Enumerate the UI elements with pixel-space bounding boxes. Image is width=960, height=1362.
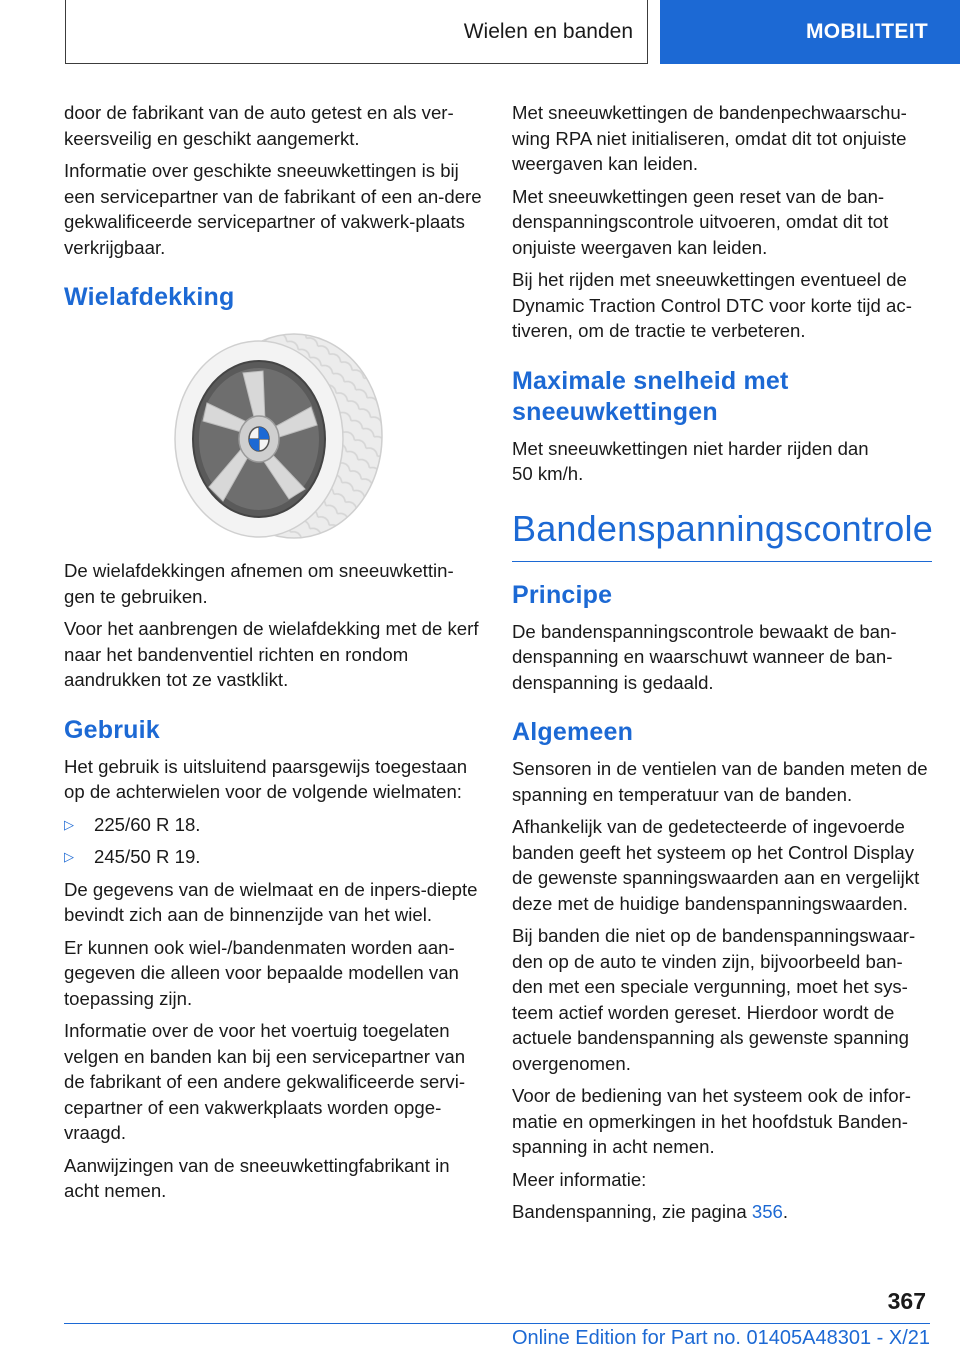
paragraph: Voor het aanbrengen de wielafdekking met de kerf naar het bandenventiel richten en rondom aandrukken tot ze vastklikt. [64,618,479,690]
paragraph: Informatie over de voor het voertuig toegelaten velgen en banden kan bij een servicepartner van de fabrikant of een andere gekwalificeerde servi-cepartner of een vakwerkplaats worden opge-vraagd. [64,1020,466,1143]
speed-value: 50 km/h. [512,463,584,484]
heading-wielafdekking: Wielafdekking [64,283,235,311]
edition-footer: Online Edition for Part no. 01405A48301 - X/21 [511,1327,930,1349]
speed-text: Met sneeuwkettingen niet harder rijden dan [512,437,869,459]
heading-algemeen: Algemeen [512,718,634,746]
paragraph: De bandenspanningscontrole bewaakt de ban-denspanning en waarschuwt wanneer de ban-denspanning is gedaald. [512,620,897,693]
reference-suffix: . [782,1201,789,1222]
left-column [64,100,484,1211]
list-item-text: 225/60 R 18. [94,813,201,835]
paragraph [512,436,932,487]
section-header [65,0,648,64]
wheel-with-cover-illustration-icon [159,329,389,544]
triangle-bullet-icon: ▷ [64,816,74,832]
paragraph: Met sneeuwkettingen de bandenpechwaarschu-wing RPA niet initialiseren, omdat dit tot onjuiste weergaven kan leiden. [512,102,907,174]
paragraph: Met sneeuwkettingen geen reset van de ban-denspanningscontrole uitvoeren, omdat dit tot onjuiste weergaven kan leiden. [512,185,889,258]
right-column [512,100,932,1232]
paragraph: Voor de bediening van het systeem ook de infor-matie en opmerkingen in het hoofdstuk Banden-spanning in acht nemen. [512,1085,911,1157]
paragraph [512,1199,932,1225]
wheel-size-list [64,812,484,870]
paragraph: Sensoren in de ventielen van de banden meten de spanning en temperatuur van de banden. [512,758,928,805]
wheel-cover-figure [64,329,484,544]
reference-text: Bandenspanning, zie pagina [512,1201,752,1222]
list-item-text: 245/50 R 19. [94,846,201,867]
chapter-title: MOBILITEIT [806,20,928,43]
paragraph: Het gebruik is uitsluitend paarsgewijs toegestaan op de achterwielen voor de volgende wielmaten: [64,755,468,802]
paragraph: Bij banden die niet op de bandenspanningswaar-den op de auto te vinden zijn, bijvoorbeeld ban-den met een speciale vergunning, moet het sys-teem actief worden gereset. Hierdoor wordt de actuele bandenspanning als gewenste spanning overgenomen. [512,925,916,1074]
heading-gebruik: Gebruik [64,715,160,744]
paragraph: Er kunnen ook wiel-/bandenmaten worden aan-gegeven die alleen voor bepaalde modellen van toepassing zijn. [64,936,459,1009]
heading-bandenspanningscontrole: Bandenspanningscontrole [512,507,932,562]
paragraph: door de fabrikant van de auto getest en als ver-keersveilig en geschikt aangemerkt. [64,102,454,149]
paragraph: Meer informatie: [512,1168,647,1190]
heading-principe: Principe [512,580,613,609]
paragraph: Aanwijzingen van de sneeuwkettingfabrikant in acht nemen. [64,1154,450,1201]
page-link[interactable]: 356 [751,1201,783,1222]
chapter-tab[interactable] [660,0,960,64]
paragraph: Afhankelijk van de gedetecteerde of ingevoerde banden geeft het systeem op het Control Display de gewenste spanningswaarden aan en vergelijkt deze met de huidige bandenspanningswaarden. [512,816,920,914]
list-item [64,812,484,838]
paragraph: Informatie over geschikte sneeuwkettingen is bij een servicepartner van de fabrikant of een an-dere gekwalificeerde servicepartner of vakwerk-plaats verkrijgbaar. [64,160,482,258]
paragraph: Bij het rijden met sneeuwkettingen eventueel de Dynamic Traction Control DTC voor korte tijd ac-tiveren, om de tractie te verbeteren. [512,269,912,341]
paragraph: De wielafdekkingen afnemen om sneeuwkettin-gen te gebruiken. [64,560,454,607]
page-number: 367 [887,1288,926,1314]
list-item [64,844,484,870]
heading-maximale-snelheid: Maximale snelheid met sneeuwkettingen [512,366,789,426]
section-title: Wielen en banden [463,19,633,43]
footer-divider [64,1323,930,1324]
triangle-bullet-icon: ▷ [64,849,74,864]
paragraph: De gegevens van de wielmaat en de inpers-diepte bevindt zich aan de binnenzijde van het wiel. [64,878,478,925]
